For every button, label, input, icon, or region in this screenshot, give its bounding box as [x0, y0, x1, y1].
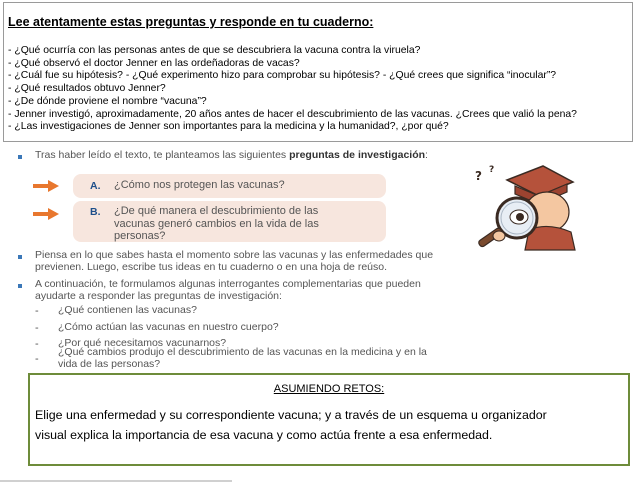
- complementary-line: A continuación, te formulamos algunas interrogantes complementarias que pueden: [35, 278, 421, 290]
- question-item: - ¿Qué observó el doctor Jenner en las ordeñadoras de vacas?: [8, 57, 300, 69]
- question-a-text: ¿Cómo nos protegen las vacunas?: [114, 179, 285, 191]
- challenge-text: [35, 405, 627, 445]
- sub-question: ¿Por qué necesitamos vacunarnos?: [58, 337, 227, 349]
- challenge-line: Elige una enfermedad y su correspondiente vacuna; y a través de un esquema u organizador: [35, 408, 547, 422]
- reading-questions-box: [3, 2, 633, 142]
- question-item: - ¿De dónde proviene el nombre “vacuna”?: [8, 95, 207, 107]
- dash-marker: -: [35, 305, 39, 317]
- questions-title: Lee atentamente estas preguntas y responde en tu cuaderno:: [8, 15, 374, 29]
- think-line: Piensa en lo que sabes hasta el momento sobre las vacunas y las enfermedades que: [35, 249, 434, 261]
- sub-question: ¿Cómo actúan las vacunas en nuestro cuerpo?: [58, 321, 279, 333]
- challenge-heading-text: ASUMIENDO RETOS:: [273, 383, 385, 395]
- sub-question-line: ¿Qué cambios produjo el descubrimiento de las vacunas en la medicina y en la: [58, 346, 427, 358]
- bullet-icon: [18, 155, 22, 159]
- research-lead-bold: preguntas de investigación: [289, 149, 426, 161]
- sub-question: [58, 347, 628, 371]
- bottom-divider: [0, 480, 232, 482]
- question-b-letter: B.: [90, 206, 101, 218]
- dash-marker: -: [35, 322, 39, 334]
- arrow-right-icon: [33, 208, 59, 220]
- complementary-line: ayudarte a responder las preguntas de investigación:: [35, 289, 282, 302]
- svg-text:?: ?: [489, 165, 495, 175]
- question-b-line: vacunas generó cambios en la vida de las: [114, 217, 319, 230]
- dash-marker: -: [35, 353, 39, 365]
- svg-text:?: ?: [475, 169, 482, 183]
- bullet-icon: [18, 255, 22, 259]
- question-b-text: [114, 205, 384, 243]
- research-lead: [35, 150, 625, 162]
- challenge-box: [28, 373, 630, 466]
- arrow-right-icon: [33, 180, 59, 192]
- question-item: - ¿Qué ocurría con las personas antes de que se descubriera la vacuna contra la viruela?: [8, 45, 421, 56]
- think-paragraph: [35, 250, 625, 274]
- research-lead-text: Tras haber leído el texto, te planteamos las siguientes: [35, 149, 287, 161]
- dash-marker: -: [35, 338, 39, 350]
- sub-question: ¿Qué contienen las vacunas?: [58, 304, 197, 316]
- think-line: previenen. Luego, escribe tus ideas en tu cuaderno o en una hoja de reúso.: [35, 260, 388, 273]
- complementary-paragraph: [35, 279, 625, 303]
- research-lead-end: :: [425, 149, 428, 161]
- questions-list: [8, 45, 628, 134]
- question-item: - ¿Las investigaciones de Jenner son importantes para la medicina y la humanidad?, ¿por qué?: [8, 121, 449, 133]
- question-item: - ¿Cuál fue su hipótesis? - ¿Qué experimento hizo para comprobar su hipótesis? - ¿Qué crees que significa “inocular”?: [8, 70, 557, 82]
- bullet-icon: [18, 284, 22, 288]
- research-section: [0, 142, 639, 370]
- question-b-line: personas?: [114, 230, 166, 242]
- question-b-line: ¿De qué manera el descubrimiento de las: [114, 205, 319, 217]
- question-a-letter: A.: [90, 180, 101, 192]
- challenge-line: visual explica la importancia de esa vacuna y como actúa frente a esa enfermedad.: [35, 428, 493, 442]
- question-item: - Jenner investigó, aproximadamente, 20 años antes de hacer el descubrimiento de las vacunas. ¿Crees que valió la pena?: [8, 108, 577, 120]
- sub-question-line: vida de las personas?: [58, 357, 161, 370]
- challenge-heading: [30, 383, 628, 395]
- detective-magnifier-icon: [455, 162, 585, 252]
- question-item: - ¿Qué resultados obtuvo Jenner?: [8, 83, 166, 95]
